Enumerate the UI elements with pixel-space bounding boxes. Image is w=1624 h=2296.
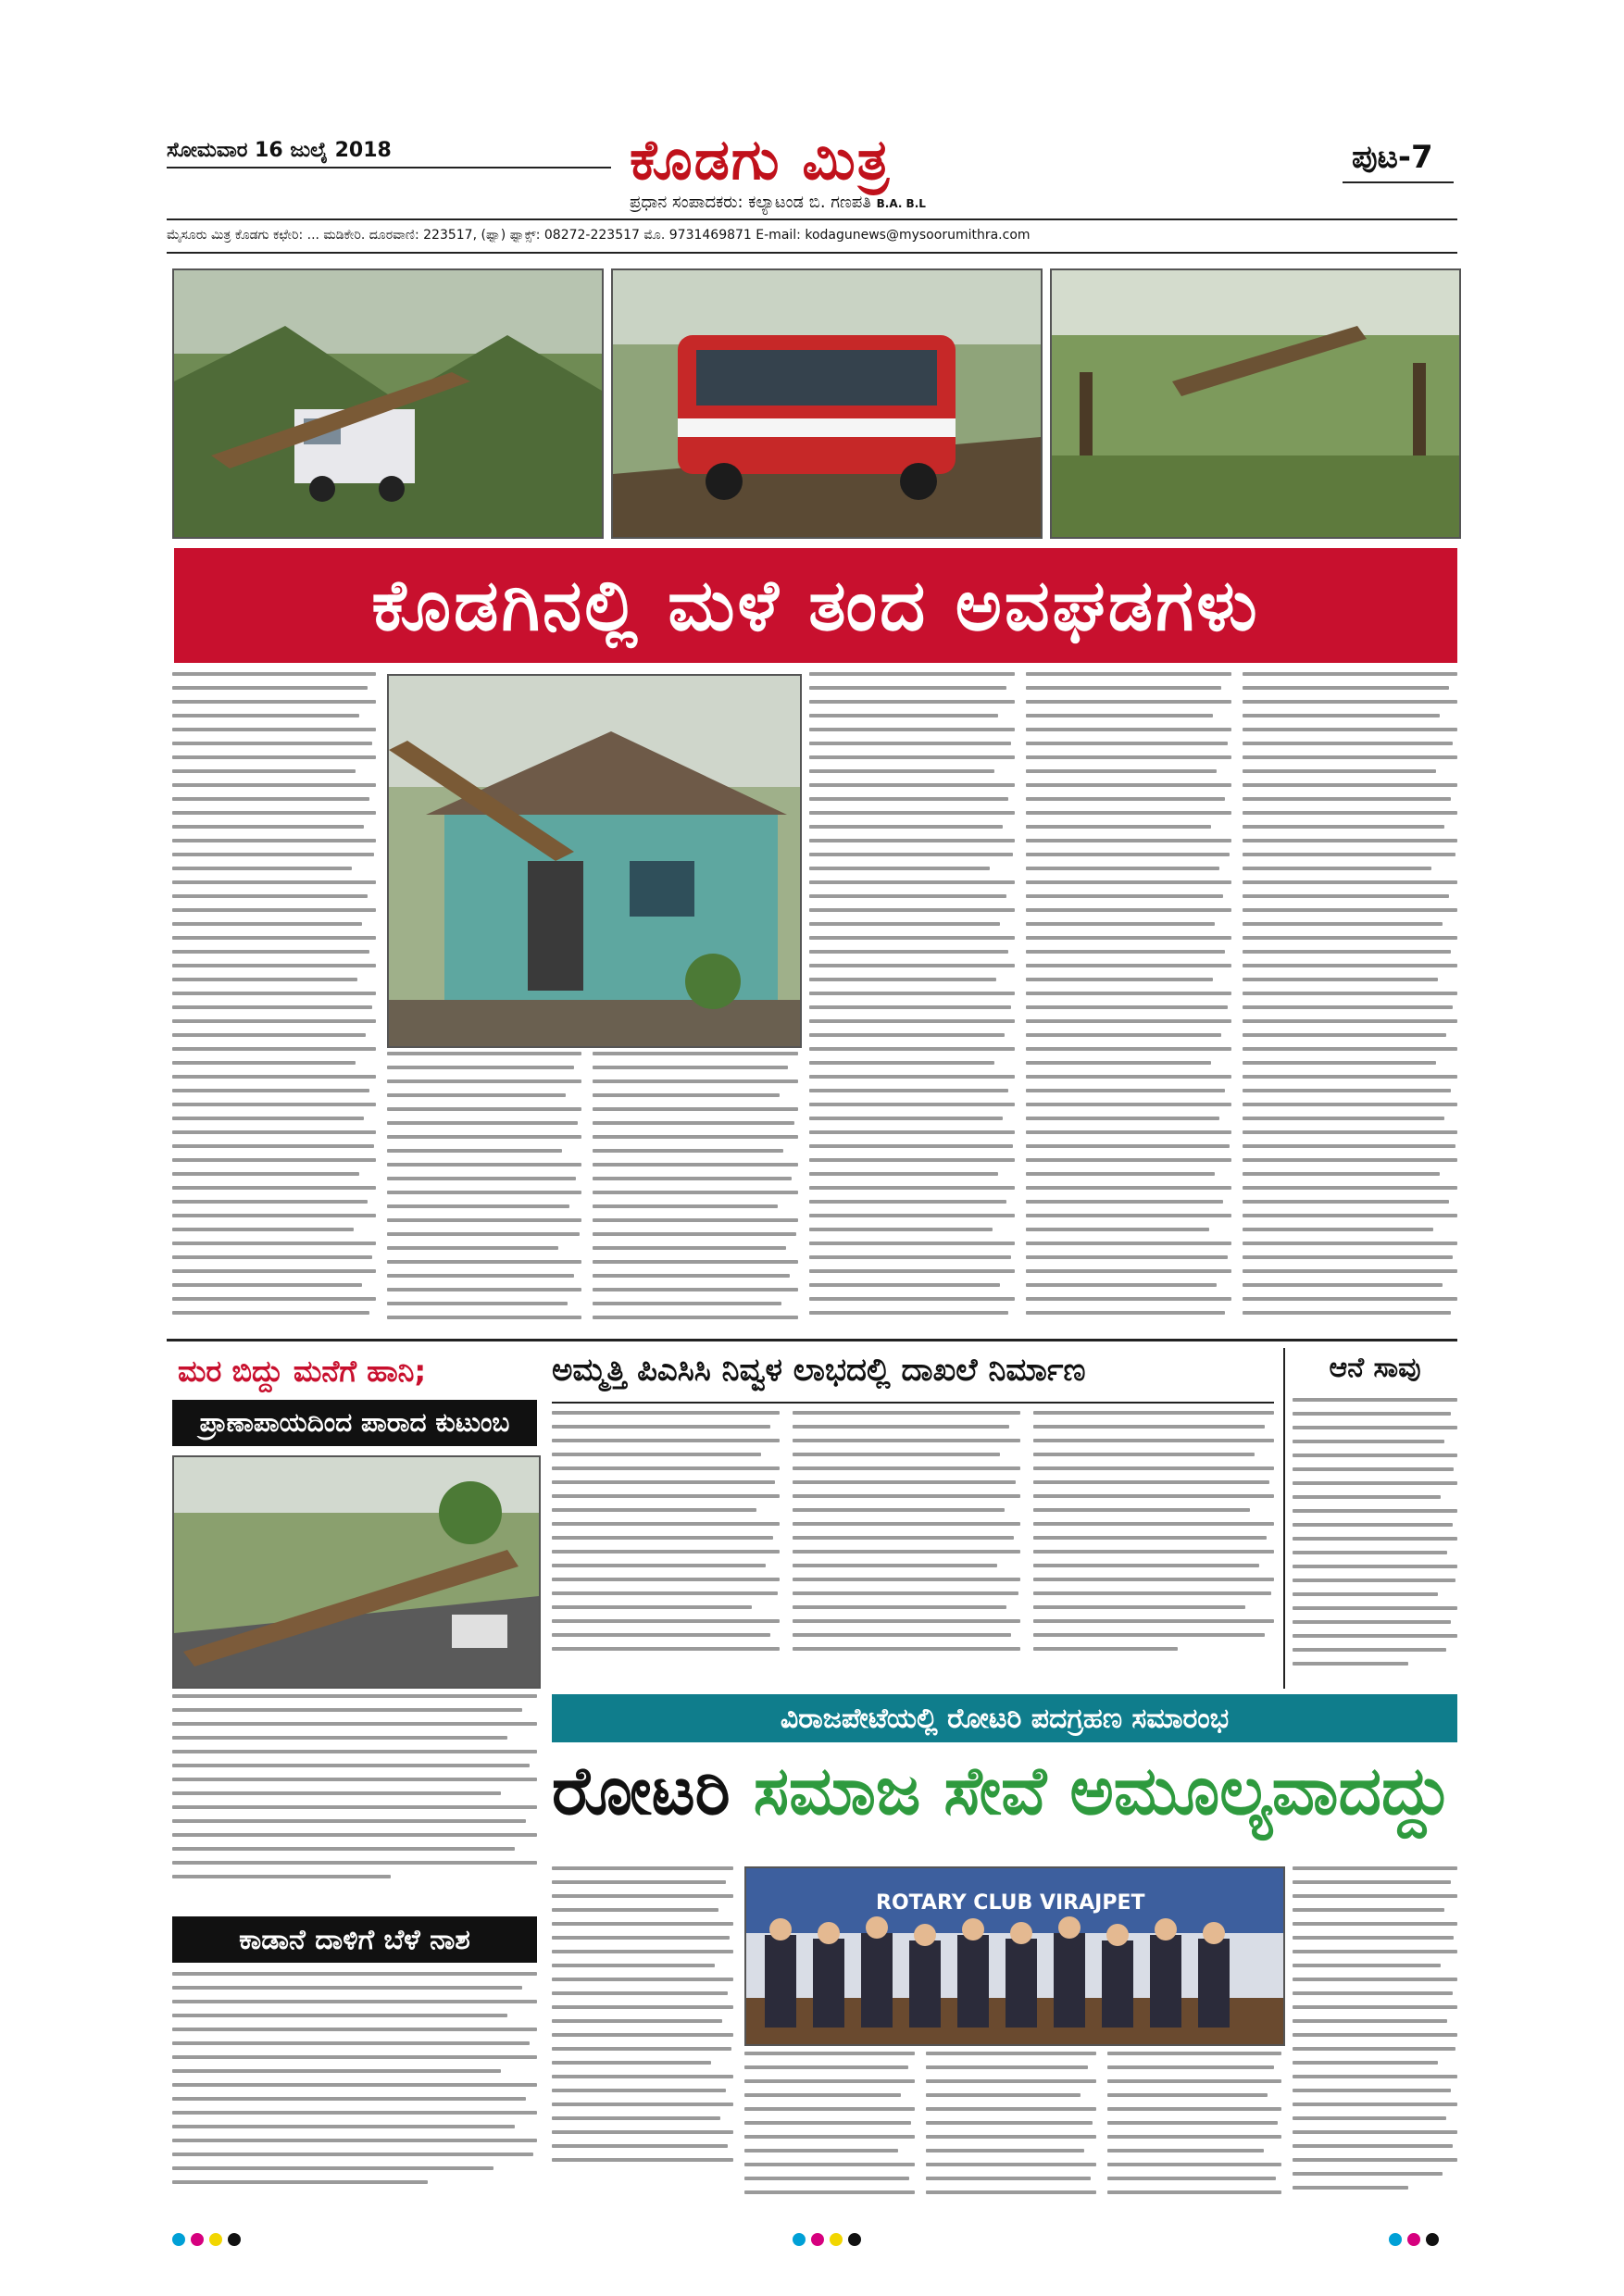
rotary-headline-part2: ಸಮಾಜ ಸೇವೆ ಅಮೂಲ್ಯವಾದದ್ದು xyxy=(753,1752,1452,1829)
photo-rotary-event xyxy=(744,1866,1285,2046)
photo-fallen-tree-car xyxy=(172,268,604,539)
ammathi-headline: ಅಮ್ಮತ್ತಿ ಪಿಎಸಿಸಿ ನಿವ್ವಳ ಲಾಭದಲ್ಲಿ ದಾಖಲೆ ನಿರ್ಮಾಣ xyxy=(552,1352,1086,1389)
yellow-registration-mark xyxy=(830,2233,843,2246)
tree-fall-body xyxy=(172,1694,537,1894)
magenta-registration-mark xyxy=(1407,2233,1420,2246)
ammathi-rule xyxy=(552,1402,1274,1404)
elephant-death-divider xyxy=(1283,1348,1285,1689)
ammathi-column-2 xyxy=(793,1411,1020,1679)
black-registration-mark xyxy=(228,2233,241,2246)
cyan-registration-mark xyxy=(1389,2233,1402,2246)
magenta-registration-mark xyxy=(811,2233,824,2246)
editor-name: ಪ್ರಧಾನ ಸಂಪಾದಕರು: ಕಲ್ಯಾಟಂಡ ಬಿ. ಗಣಪತಿ xyxy=(630,193,871,212)
rotary-headline-part1: ರೋಟರಿ xyxy=(552,1752,731,1829)
rotary-headline xyxy=(552,1752,1457,1853)
ammathi-column-3 xyxy=(1033,1411,1274,1679)
yellow-registration-mark xyxy=(209,2233,222,2246)
contact-rule-top xyxy=(167,218,1457,220)
rotary-kicker: ವಿರಾಜಪೇಟೆಯಲ್ಲಿ ರೋಟರಿ ಪದಗ್ರಹಣ ಸಮಾರಂಭ xyxy=(552,1694,1457,1742)
rotary-column-3 xyxy=(926,2052,1096,2209)
elephant-crop-headline: ಕಾಡಾನೆ ದಾಳಿಗೆ ಬೆಳೆ ನಾಶ xyxy=(172,1916,537,1963)
cyan-registration-mark xyxy=(793,2233,806,2246)
page-number: ಪುಟ-7 xyxy=(1352,139,1433,176)
black-registration-mark xyxy=(1426,2233,1439,2246)
main-story-column-4 xyxy=(809,672,1015,1329)
main-story-column-3 xyxy=(593,1052,798,1329)
rotary-banner-sign: ROTARY CLUB VIRAJPET xyxy=(876,1891,1145,1915)
black-registration-mark xyxy=(848,2233,861,2246)
newspaper-title: ಕೊಡಗು ಮಿತ್ರ xyxy=(630,128,892,193)
rotary-column-4 xyxy=(1107,2052,1281,2209)
masthead-rule-right xyxy=(1343,181,1454,183)
photo-bus-off-road xyxy=(611,268,1043,539)
main-story-column-6 xyxy=(1243,672,1457,1329)
tree-fall-headline: ಪ್ರಾಣಾಪಾಯದಿಂದ ಪಾರಾದ ಕುಟುಂಬ xyxy=(172,1400,537,1446)
photo-damaged-house xyxy=(387,674,802,1048)
ammathi-column-1 xyxy=(552,1411,780,1679)
rotary-column-1 xyxy=(552,1866,733,2181)
issue-date: ಸೋಮವಾರ 16 ಜುಲೈ 2018 xyxy=(167,139,392,162)
masthead-rule-left xyxy=(167,167,611,168)
cyan-registration-mark xyxy=(172,2233,185,2246)
contact-rule-bottom xyxy=(167,252,1457,254)
photo-fallen-tree-garden xyxy=(1050,268,1461,539)
main-story-column-2 xyxy=(387,1052,581,1329)
rotary-column-2 xyxy=(744,2052,915,2209)
main-story-column-1 xyxy=(172,672,376,1329)
editor-line xyxy=(630,193,926,212)
editor-degree: B.A. B.L xyxy=(876,197,926,210)
elephant-death-body xyxy=(1293,1398,1457,1681)
main-headline-banner: ಕೊಡಗಿನಲ್ಲಿ ಮಳೆ ತಂದ ಅವಘಡಗಳು xyxy=(174,548,1457,663)
main-story-column-5 xyxy=(1026,672,1231,1329)
tree-fall-kicker: ಮರ ಬಿದ್ದು ಮನೆಗೆ ಹಾನಿ; xyxy=(178,1354,427,1389)
contact-line: ಮೈಸೂರು ಮಿತ್ರ ಕೊಡಗು ಕಛೇರಿ: ... ಮಡಿಕೇರಿ. ದೂರವಾಣಿ: 223517, (ಫ್ಯಾ) ಫ್ಯಾಕ್ಸ್: 08272-223517 ಮೊ. 9731469871 E-mail: kodagunews@mysoorumithra.com xyxy=(167,228,1031,243)
rotary-column-5 xyxy=(1293,1866,1457,2209)
photo-tree-on-road xyxy=(172,1455,541,1689)
elephant-crop-body xyxy=(172,1972,537,2203)
magenta-registration-mark xyxy=(191,2233,204,2246)
elephant-death-headline: ಆನೆ ಸಾವು xyxy=(1329,1352,1421,1384)
section-divider-1 xyxy=(167,1339,1457,1341)
